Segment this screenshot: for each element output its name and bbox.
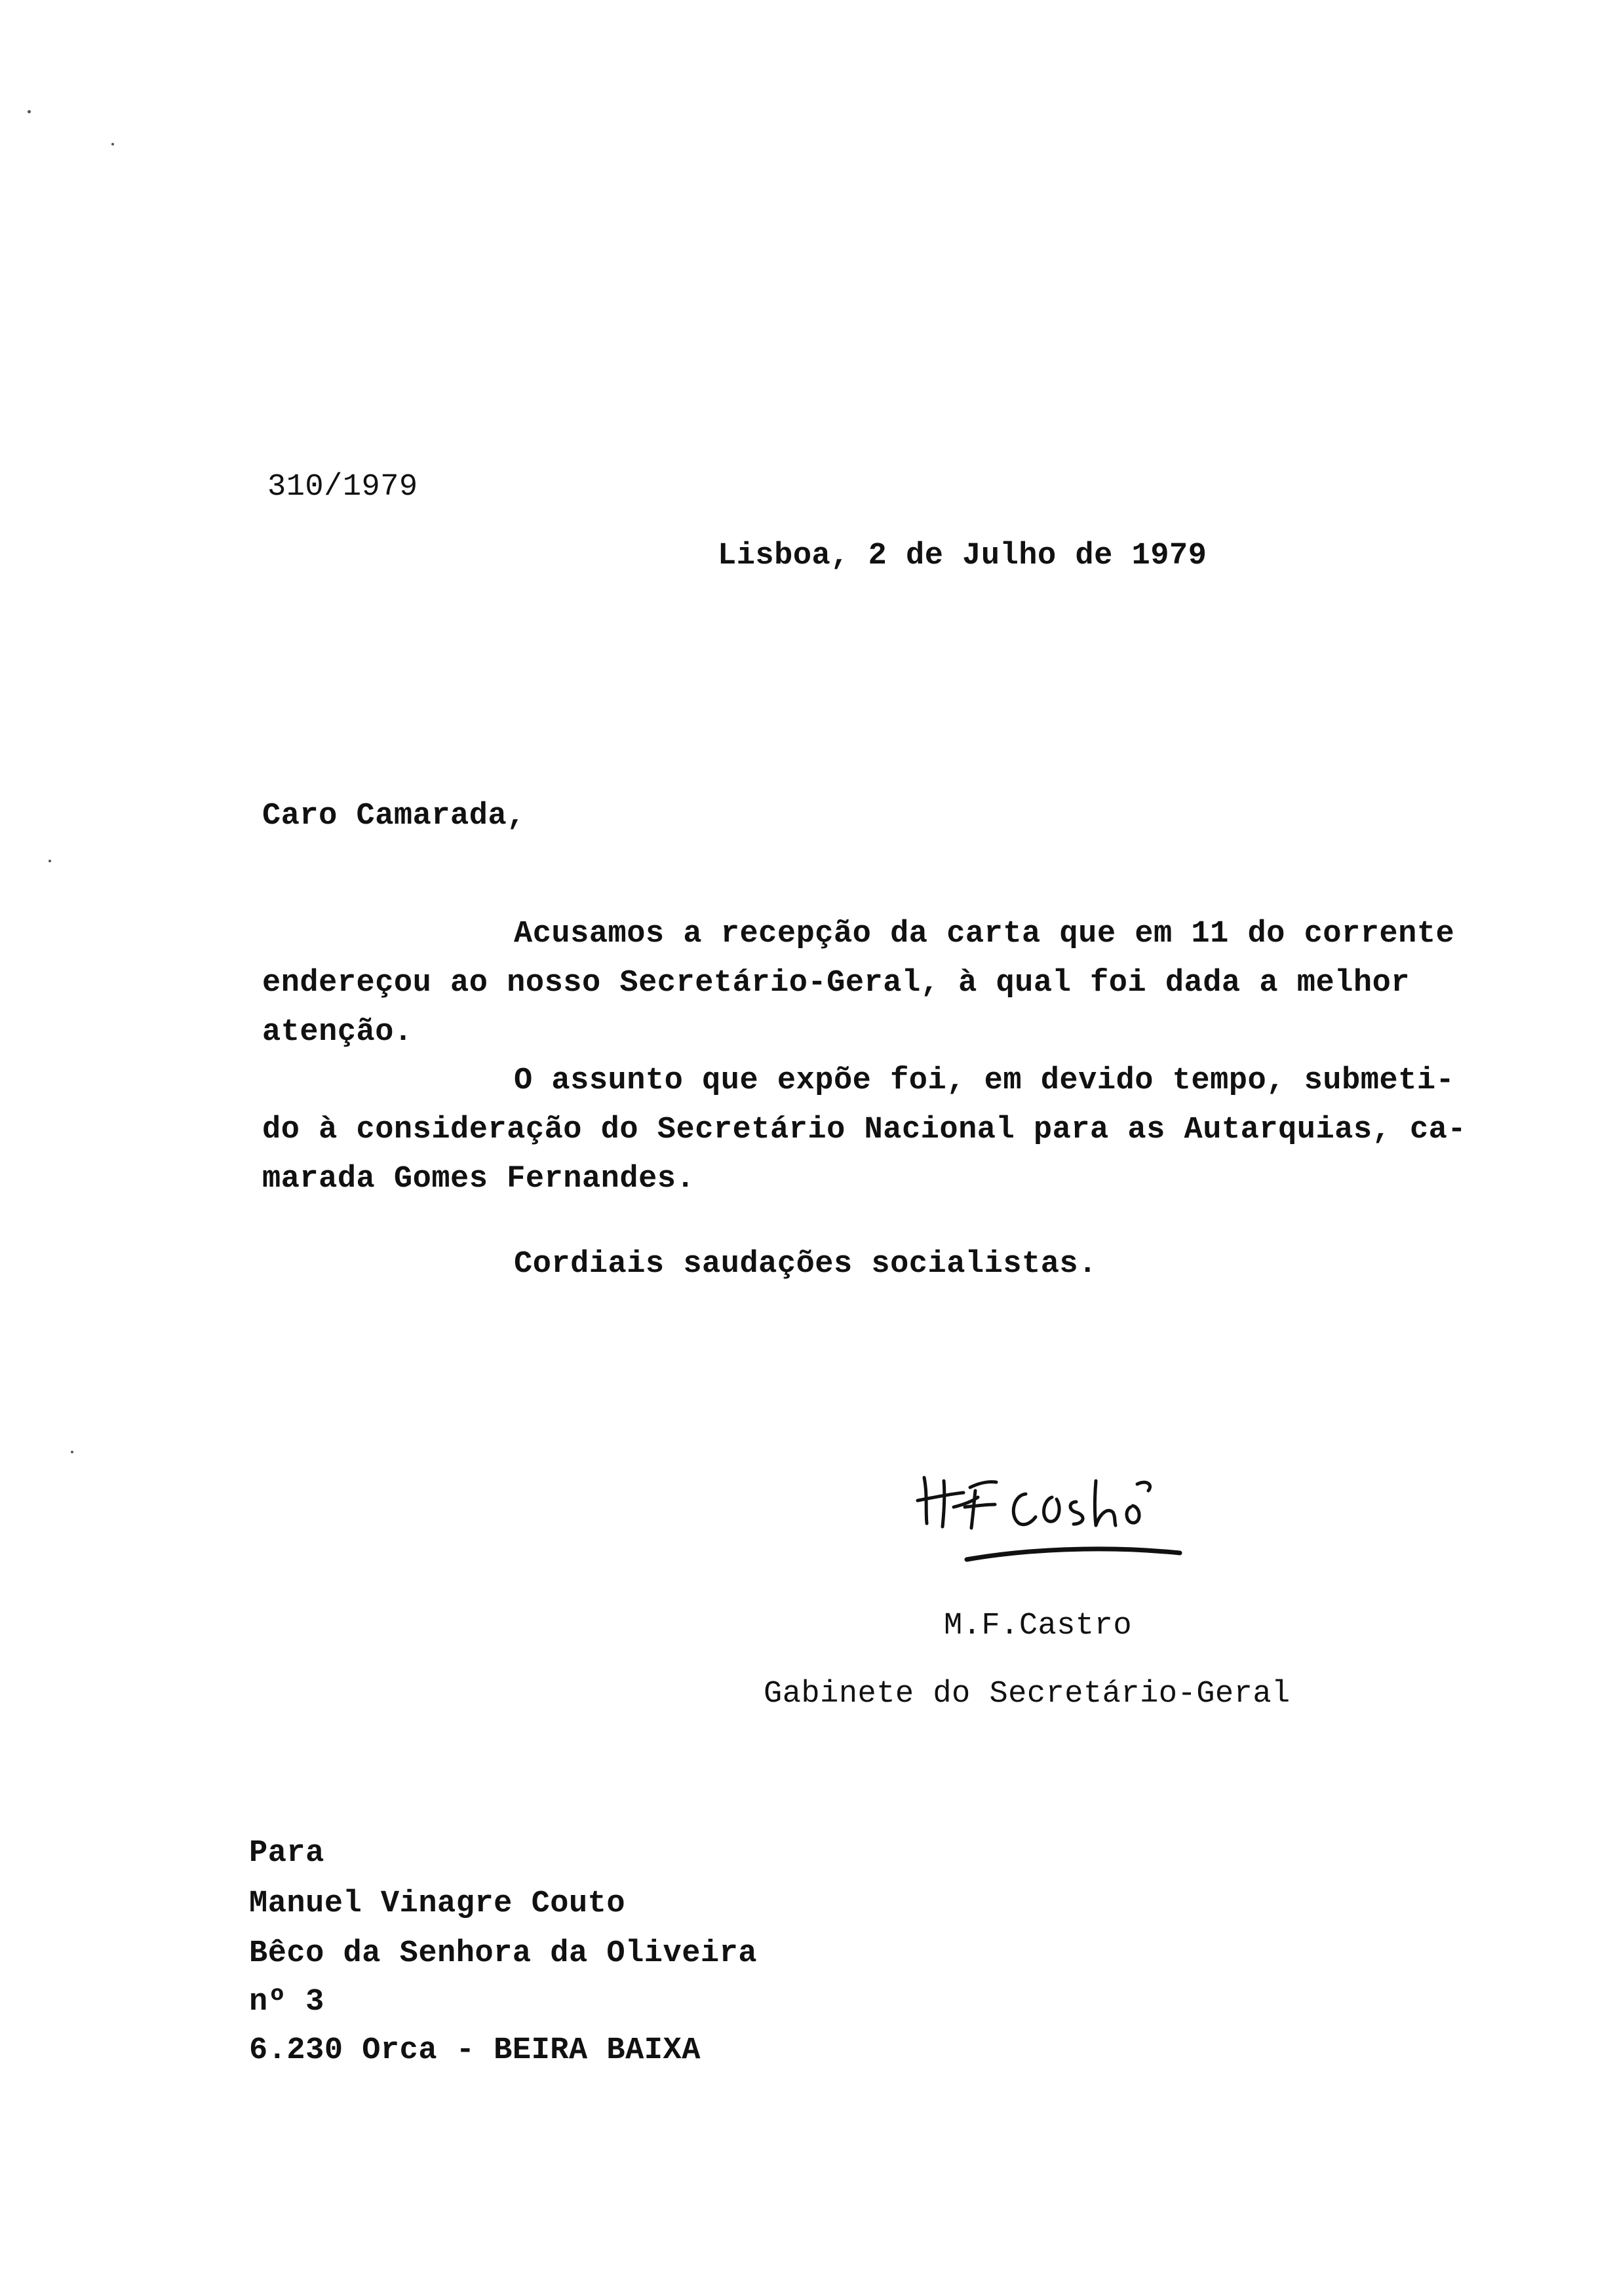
- scan-speck: [71, 1451, 73, 1453]
- signer-name: M.F.Castro: [944, 1609, 1133, 1643]
- recipient-name: Manuel Vinagre Couto: [249, 1886, 626, 1921]
- recipient-label: Para: [249, 1836, 324, 1871]
- paragraph-1-line-1: Acusamos a recepção da carta que em 11 do corrente: [514, 917, 1455, 951]
- handwritten-signature: [905, 1461, 1206, 1579]
- body-paragraph-2: [262, 1056, 1466, 1204]
- scan-speck: [49, 860, 51, 862]
- paragraph-1-line-2: endereçou ao nosso Secretário-Geral, à qual foi dada a melhor: [262, 966, 1410, 1001]
- reference-number: 310/1979: [267, 470, 418, 505]
- scan-speck: [111, 143, 114, 145]
- paragraph-2-line-1: O assunto que expõe foi, em devido tempo, submeti-: [514, 1063, 1455, 1098]
- scan-speck: [28, 110, 31, 113]
- place-date: Lisboa, 2 de Julho de 1979: [718, 539, 1207, 573]
- recipient-street: Bêco da Senhora da Oliveira: [249, 1936, 758, 1971]
- body-paragraph-1: [262, 909, 1454, 1057]
- recipient-city: 6.230 Orca - BEIRA BAIXA: [249, 2033, 701, 2068]
- paragraph-2-line-3: marada Gomes Fernandes.: [262, 1162, 695, 1196]
- paragraph-2-line-2: do à consideração do Secretário Nacional para as Autarquias, ca-: [262, 1113, 1467, 1147]
- signer-office: Gabinete do Secretário-Geral: [764, 1677, 1291, 1712]
- closing-line: Cordiais saudações socialistas.: [514, 1247, 1097, 1282]
- salutation: Caro Camarada,: [262, 799, 526, 833]
- recipient-number: nº 3: [249, 1985, 324, 2019]
- paragraph-1-line-3: atenção.: [262, 1015, 413, 1050]
